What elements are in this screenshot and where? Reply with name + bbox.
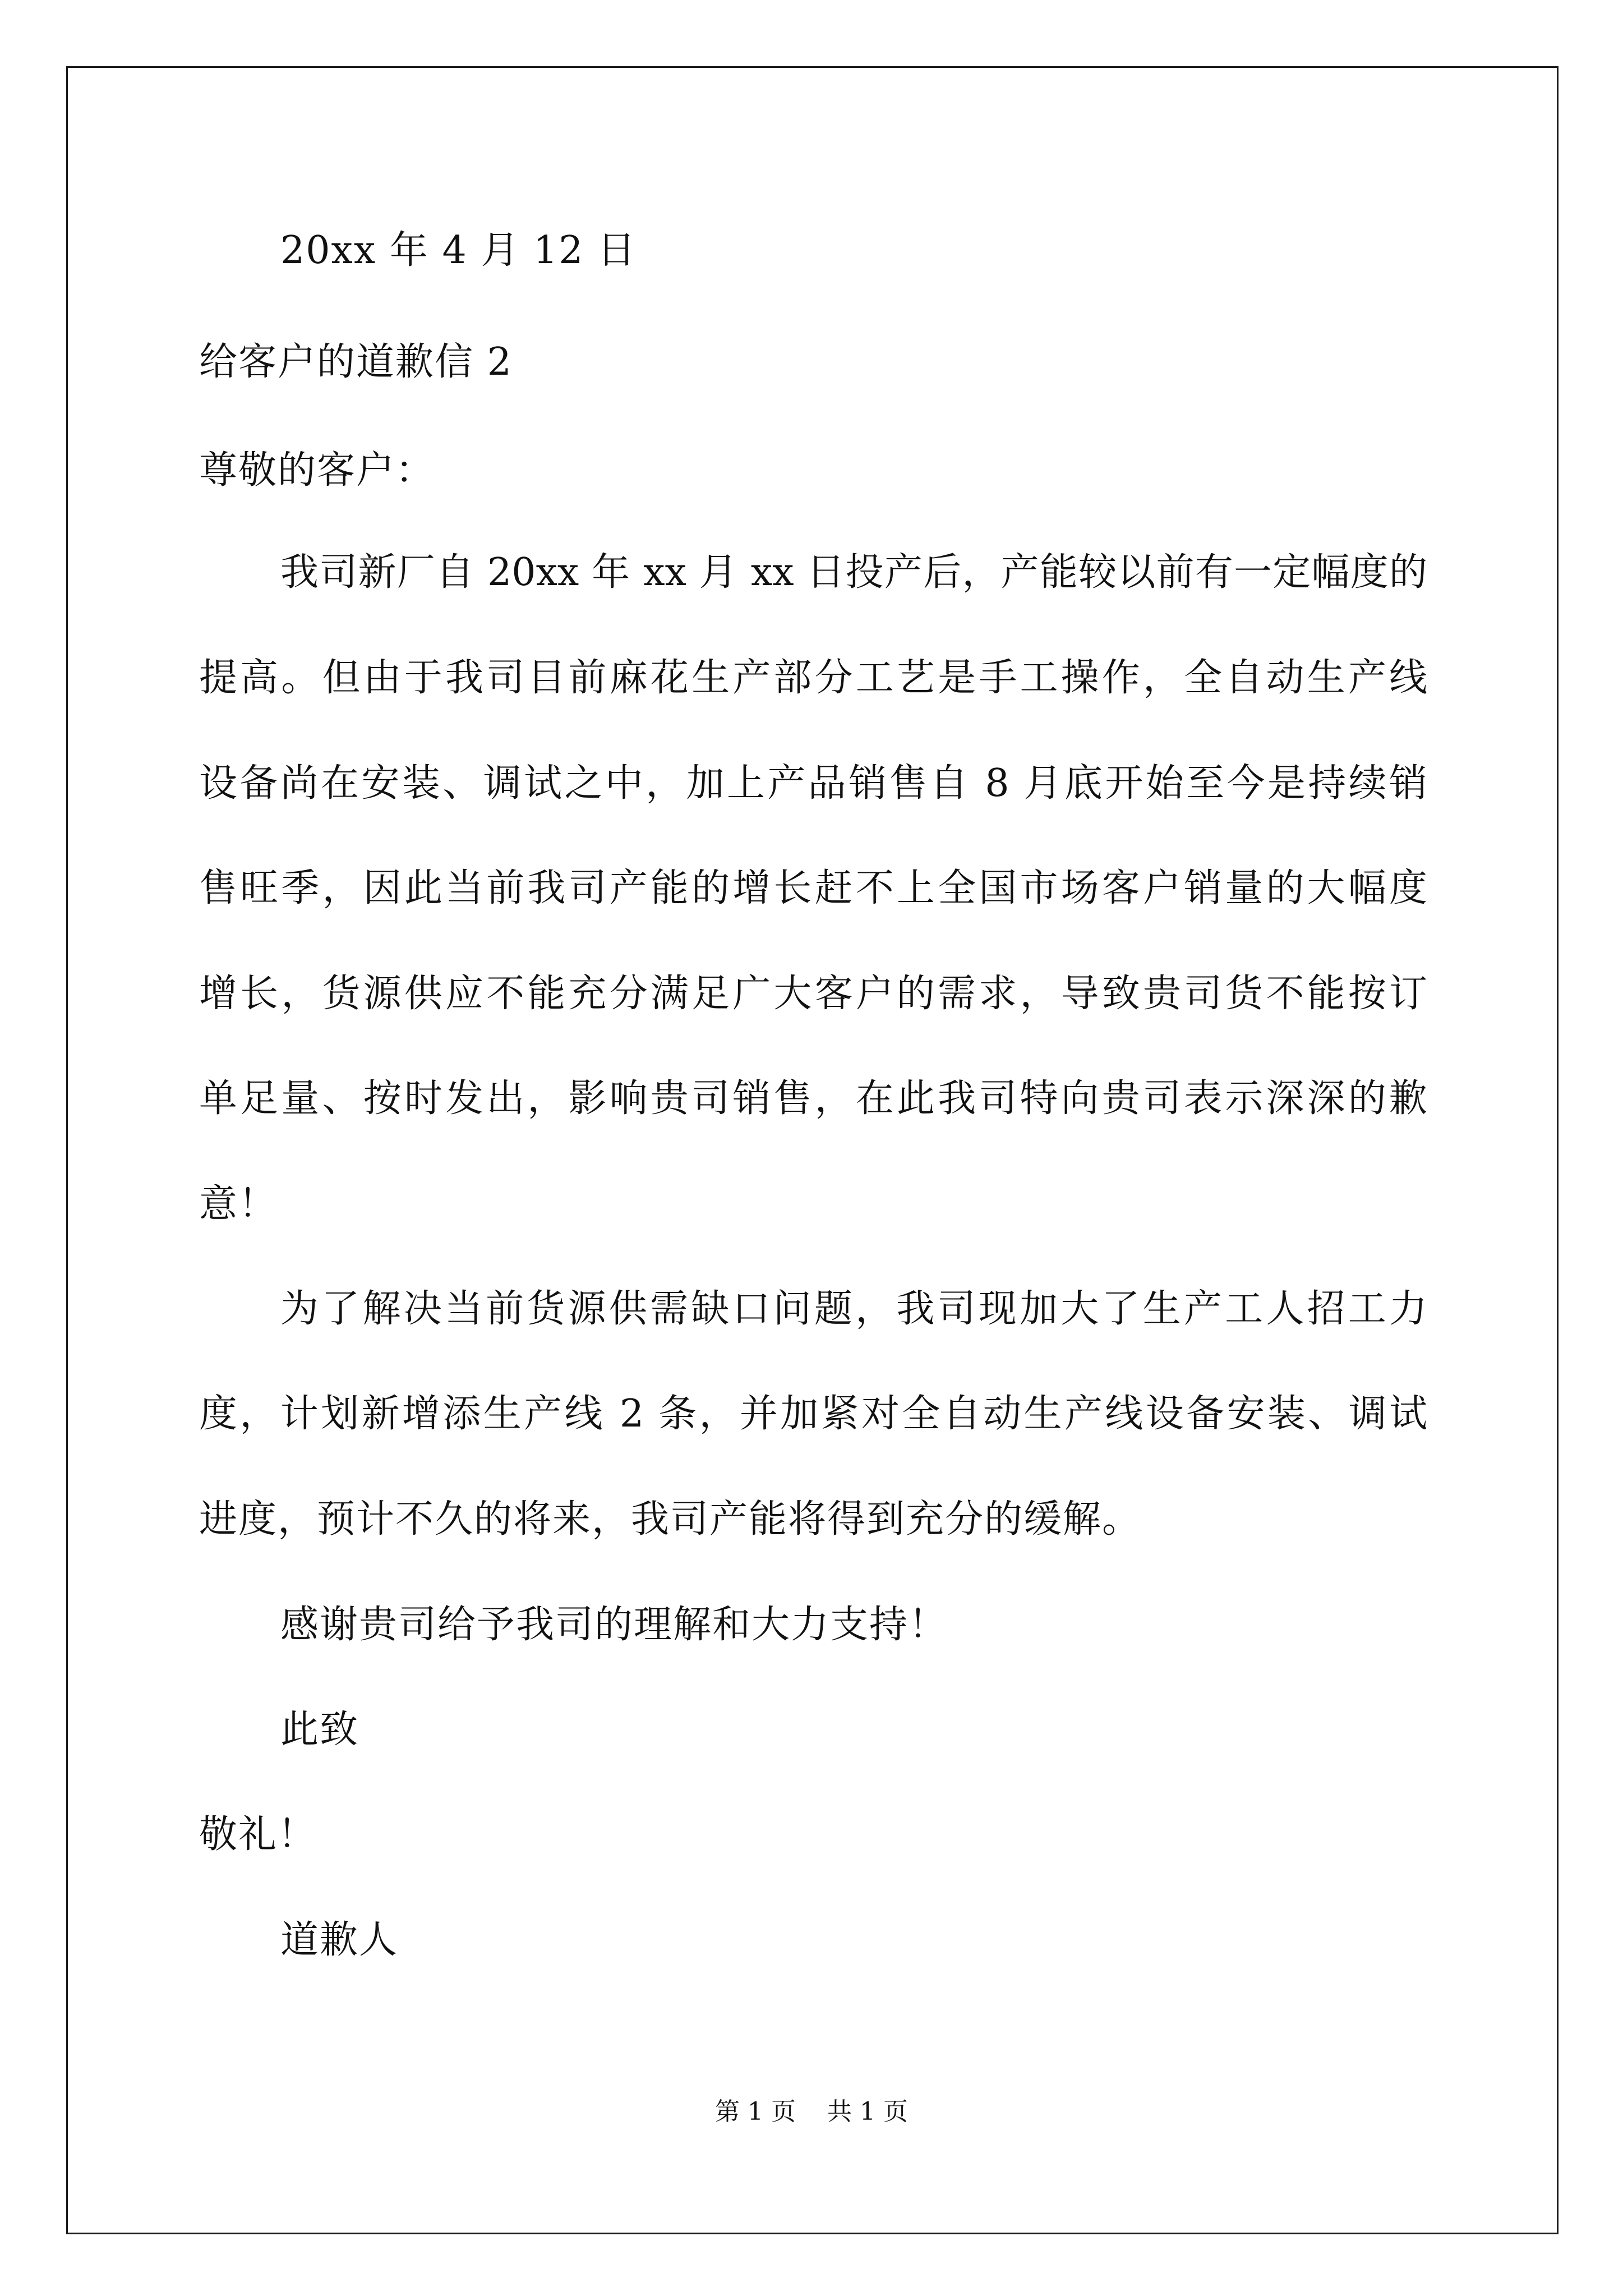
paragraph-1-line-4: 售旺季，因此当前我司产能的增长赶不上全国市场客户销量的大幅度 <box>199 866 1427 910</box>
letter-date: 20xx 年 4 月 12 日 <box>280 228 637 273</box>
paragraph-1-line-7: 意！ <box>199 1182 278 1226</box>
paragraph-2-line-3: 进度，预计不久的将来，我司产能将得到充分的缓解。 <box>199 1497 1142 1542</box>
paragraph-1-line-2: 提高。但由于我司目前麻花生产部分工艺是手工操作，全自动生产线 <box>199 656 1427 700</box>
paragraph-1-line-6: 单足量、按时发出，影响贵司销售，在此我司特向贵司表示深深的歉 <box>199 1076 1427 1121</box>
paragraph-1-line-3: 设备尚在安装、调试之中，加上产品销售自 8 月底开始至今是持续销 <box>199 761 1427 806</box>
letter-title: 给客户的道歉信 2 <box>199 340 513 384</box>
paragraph-2-line-1: 为了解决当前货源供需缺口问题，我司现加大了生产工人招工力 <box>280 1287 1427 1331</box>
paragraph-1-line-5: 增长，货源供应不能充分满足广大客户的需求，导致贵司货不能按订 <box>199 972 1427 1016</box>
thanks-line: 感谢贵司给予我司的理解和大力支持！ <box>280 1603 948 1647</box>
regards-line: 敬礼！ <box>199 1812 317 1857</box>
page-frame <box>66 66 1559 2234</box>
closing-line: 此致 <box>280 1708 359 1752</box>
salutation: 尊敬的客户： <box>199 448 435 493</box>
paragraph-1-line-1: 我司新厂自 20xx 年 xx 月 xx 日投产后，产能较以前有一定幅度的 <box>280 550 1427 595</box>
paragraph-2-line-2: 度，计划新增添生产线 2 条，并加紧对全自动生产线设备安装、调试 <box>199 1392 1427 1436</box>
signer-label: 道歉人 <box>280 1918 399 1962</box>
page-number-footer: 第 1 页 共 1 页 <box>715 2097 908 2126</box>
